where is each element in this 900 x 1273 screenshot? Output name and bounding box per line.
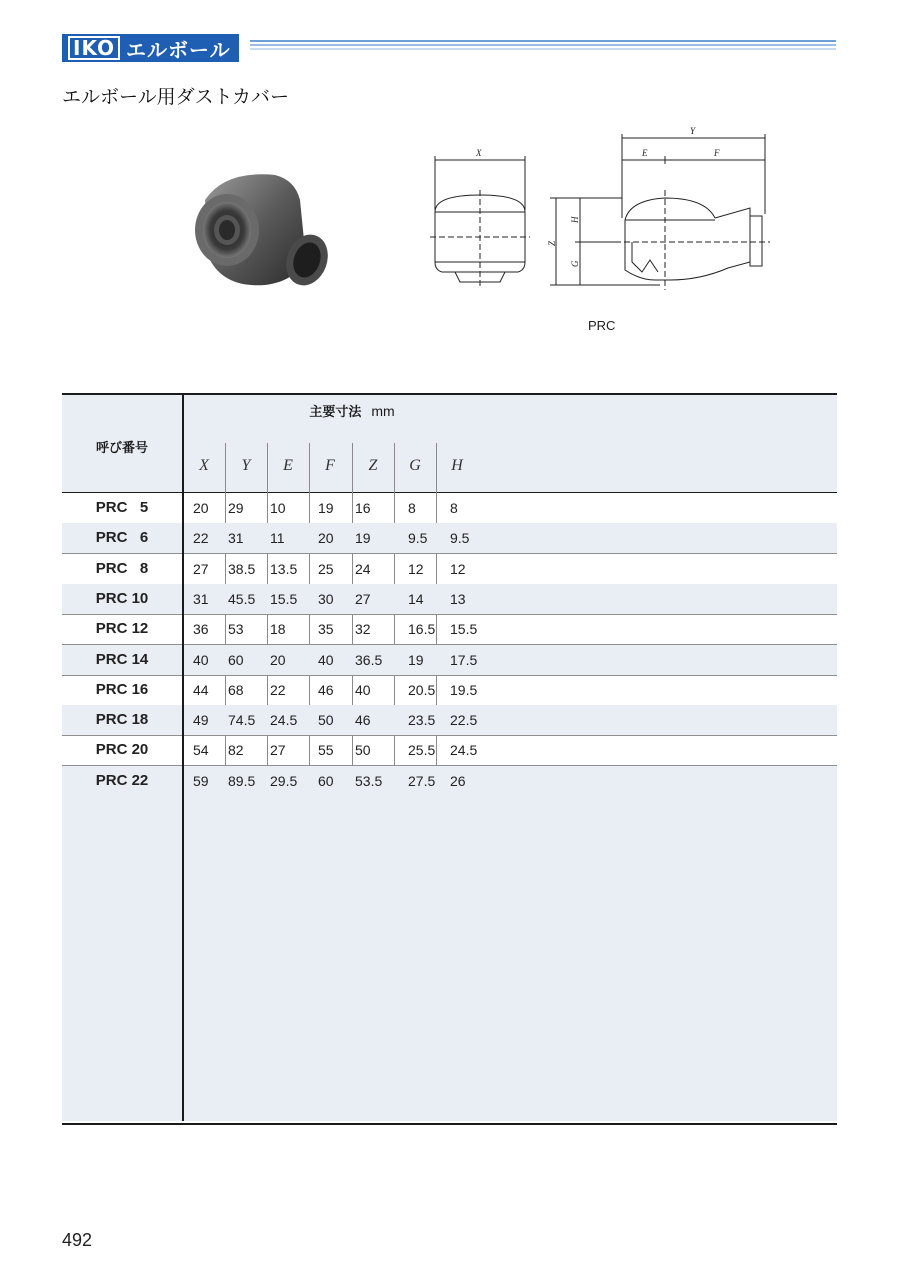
dimension-cell-z: 19	[355, 530, 371, 547]
dimension-cell-g: 25.5	[408, 742, 436, 759]
dim-f-label: F	[714, 148, 720, 158]
dimension-cell-f: 25	[318, 560, 334, 577]
dimension-cell-z: 32	[355, 621, 371, 638]
dimension-cell-z: 16	[355, 500, 371, 516]
dimension-cell-f: 19	[318, 500, 334, 516]
dimension-cell-e: 15.5	[270, 590, 298, 607]
col-header-y: Y	[241, 457, 251, 474]
header-part-number: 呼び番号	[95, 440, 148, 455]
dimension-cell-y: 74.5	[228, 712, 256, 729]
table-row	[62, 584, 837, 615]
col-header-h: H	[451, 457, 463, 474]
part-number-cell: PRC 6	[95, 529, 149, 547]
dimension-cell-y: 31	[228, 530, 244, 547]
dim-z-label: Z	[547, 240, 557, 246]
brand-header	[62, 34, 239, 62]
dimension-cell-f: 60	[318, 772, 334, 789]
dimension-cell-h: 19.5	[450, 681, 478, 698]
part-number-cell: PRC 16	[95, 680, 149, 698]
dimension-cell-h: 12	[450, 560, 466, 577]
dimension-cell-h: 26	[450, 772, 466, 789]
dimension-cell-h: 22.5	[450, 712, 478, 729]
col-header-g: G	[409, 457, 421, 474]
dimension-cell-x: 20	[193, 500, 209, 516]
dimension-cell-x: 59	[193, 772, 209, 789]
dimension-cell-z: 27	[355, 590, 371, 607]
dimension-cell-x: 31	[193, 590, 209, 607]
part-number-cell: PRC 10	[95, 589, 149, 607]
dimension-cell-e: 27	[270, 742, 286, 759]
dimension-cell-f: 50	[318, 712, 334, 729]
name-column-divider	[182, 395, 184, 1121]
header-main-dimensions	[252, 401, 452, 420]
dimension-cell-f: 30	[318, 590, 334, 607]
table-row	[62, 675, 837, 706]
dimension-cell-f: 46	[318, 681, 334, 698]
dimension-cell-h: 9.5	[450, 530, 470, 547]
dimension-cell-g: 19	[408, 651, 424, 668]
dimension-cell-x: 36	[193, 621, 209, 638]
dim-y-label: Y	[690, 126, 696, 136]
dimension-cell-e: 20	[270, 651, 286, 668]
dimension-drawing	[410, 120, 790, 300]
dimension-cell-y: 53	[228, 621, 244, 638]
dimension-cell-g: 20.5	[408, 681, 436, 698]
dimension-cell-e: 24.5	[270, 712, 298, 729]
dimension-cell-e: 29.5	[270, 772, 298, 789]
dimension-cell-x: 22	[193, 530, 209, 547]
dimension-cell-y: 60	[228, 651, 244, 668]
header-main-label: 主要寸法	[309, 404, 362, 419]
dimension-cell-h: 13	[450, 590, 466, 607]
dimension-cell-z: 24	[355, 560, 371, 577]
part-number-cell: PRC 5	[95, 499, 149, 516]
dimension-cell-e: 22	[270, 681, 286, 698]
dimension-cell-f: 55	[318, 742, 334, 759]
table-row	[62, 766, 837, 1121]
dimension-cell-e: 10	[270, 500, 286, 516]
part-number-cell: PRC 22	[95, 771, 149, 789]
page-number: 492	[62, 1230, 93, 1250]
table-row	[62, 614, 837, 645]
table-row	[62, 493, 837, 524]
dimension-cell-e: 11	[270, 530, 285, 547]
table-row	[62, 523, 837, 554]
dimension-cell-z: 50	[355, 742, 371, 759]
dimension-cell-h: 15.5	[450, 621, 478, 638]
part-number-cell: PRC 12	[95, 620, 149, 638]
dimension-cell-g: 23.5	[408, 712, 436, 729]
dimension-cell-g: 12	[408, 560, 424, 577]
dimension-cell-f: 20	[318, 530, 334, 547]
dimension-cell-e: 18	[270, 621, 286, 638]
dimension-cell-y: 29	[228, 500, 244, 516]
product-photo	[185, 160, 335, 300]
dimension-cell-z: 36.5	[355, 651, 383, 668]
dimension-cell-x: 44	[193, 681, 209, 698]
dimension-table	[62, 393, 837, 1125]
table-row	[62, 705, 837, 736]
section-title: エルボール	[126, 39, 231, 62]
col-header-f: F	[325, 457, 335, 474]
part-number-cell: PRC 18	[95, 711, 149, 729]
dimension-cell-x: 54	[193, 742, 209, 759]
dimension-cell-f: 40	[318, 651, 334, 668]
dimension-cell-z: 53.5	[355, 772, 383, 789]
table-row	[62, 735, 837, 766]
dimension-cell-h: 24.5	[450, 742, 478, 759]
dimension-cell-y: 82	[228, 742, 244, 759]
dimension-cell-y: 89.5	[228, 772, 256, 789]
dimension-cell-g: 14	[408, 590, 424, 607]
dimension-cell-z: 46	[355, 712, 371, 729]
dimension-cell-x: 49	[193, 712, 209, 729]
dimension-cell-e: 13.5	[270, 560, 298, 577]
col-header-e: E	[283, 457, 293, 474]
header-unit: mm	[371, 403, 395, 419]
part-number-cell: PRC 8	[95, 559, 149, 577]
dimension-cell-y: 38.5	[228, 560, 256, 577]
col-header-x: X	[199, 457, 209, 474]
col-header-z: Z	[368, 457, 378, 474]
part-number-cell: PRC 14	[95, 650, 149, 668]
dimension-cell-y: 68	[228, 681, 244, 698]
dim-x-label: X	[476, 148, 482, 158]
header-rule	[250, 40, 836, 54]
dimension-cell-h: 17.5	[450, 651, 478, 668]
dim-e-label: E	[642, 148, 648, 158]
iko-logo: IKO	[68, 36, 120, 60]
drawing-label: PRC	[588, 318, 616, 333]
dimension-cell-g: 16.5	[408, 621, 436, 638]
table-row	[62, 645, 837, 676]
dimension-cell-g: 27.5	[408, 772, 436, 789]
table-row	[62, 554, 837, 585]
dimension-cell-f: 35	[318, 621, 334, 638]
dimension-cell-x: 40	[193, 651, 209, 668]
dim-g-label: G	[570, 260, 580, 267]
page-subtitle: エルボール用ダストカバー	[62, 87, 290, 108]
table-header	[62, 395, 837, 493]
dimension-cell-g: 8	[408, 500, 416, 516]
dim-h-label: H	[570, 216, 580, 223]
dimension-cell-h: 8	[450, 500, 458, 516]
dimension-cell-z: 40	[355, 681, 371, 698]
dimension-cell-g: 9.5	[408, 530, 428, 547]
dimension-cell-y: 45.5	[228, 590, 256, 607]
part-number-cell: PRC 20	[95, 741, 149, 759]
dimension-cell-x: 27	[193, 560, 209, 577]
